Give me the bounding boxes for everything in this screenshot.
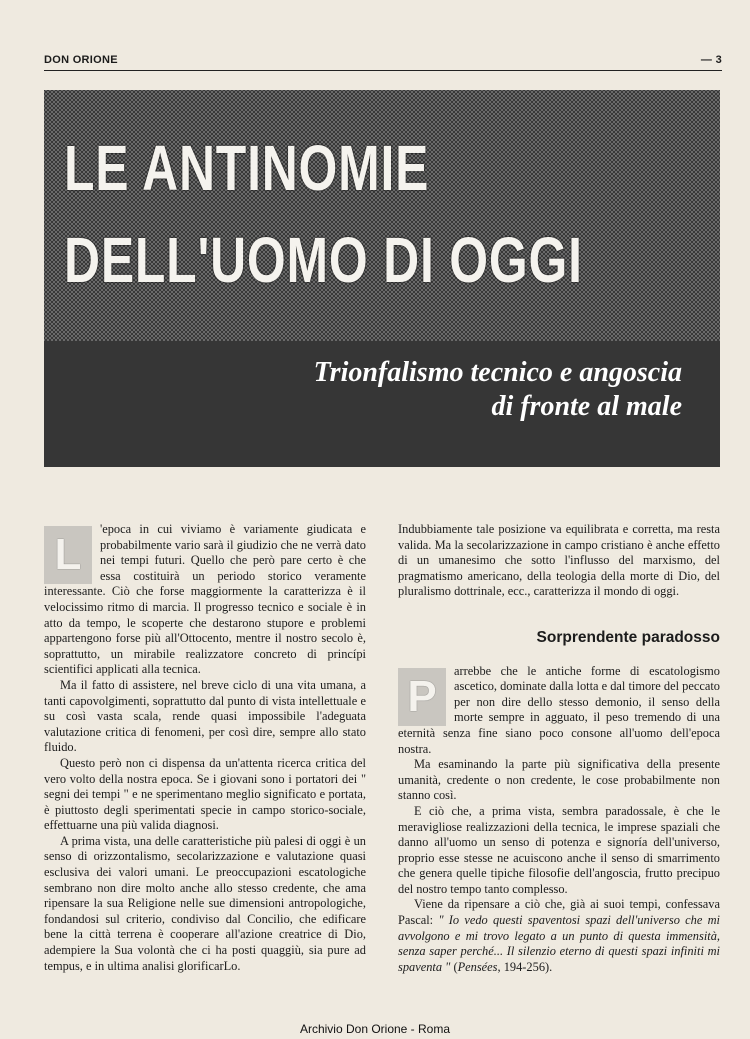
- citation-open: (: [450, 959, 458, 974]
- paragraph-7: Ma esaminando la parte più significativa della presente umanità, credente o non credente, le cose probabilmente non stanno così.: [398, 757, 720, 803]
- title-line-1: LE ANTINOMIE: [64, 132, 430, 204]
- header-rule: [44, 70, 722, 71]
- pascal-quote: " Io vedo questi spaventosi spazi dell'universo che mi avvolgono e mi trovo legato a un punto di questa immensità, senza saper perché... Il silenzio eterno di questi spazi infiniti mi spaventa ": [398, 913, 720, 974]
- section-heading: Sorprendente paradosso: [536, 628, 720, 646]
- archive-footer: Archivio Don Orione - Roma: [299, 1022, 451, 1036]
- paragraph-8: E ciò che, a prima vista, sembra paradossale, è che le meravigliose realizzazioni della tecnica, le imprese spaziali che danno all'uomo un senso di potenza e signoría dell'universo, proprio esse stesse ne acuiscono anche il senso di smarrimento che genera quelle tipiche filosofie dell'angoscia, frutto precipuo del nostro tempo tanto complesso.: [398, 803, 720, 896]
- halftone-panel: [44, 90, 720, 341]
- subtitle: [314, 356, 682, 424]
- dropcap-letter: P: [407, 671, 437, 721]
- subtitle-line-1: Trionfalismo tecnico e angoscia: [313, 357, 682, 388]
- magazine-name: DON ORIONE: [44, 54, 118, 66]
- right-column: [398, 522, 720, 975]
- paragraph-9: [398, 897, 720, 975]
- left-column: [44, 522, 366, 974]
- dropcap-p: [398, 668, 446, 726]
- paragraph-5: Indubbiamente tale posizione va equilibrata e corretta, ma resta valida. Ma la secolarizzazione in campo cristiano è anche effetto di un umanesimo che sotto l'influsso del marxismo, del pragmatismo americano, della teologia della morte di Dio, del pluralismo dottrinale, ecc., caratterizza il mondo di oggi.: [398, 522, 720, 599]
- pascal-intro: Viene da ripensare a ciò che, già ai suoi tempi, confessava Pascal:: [398, 897, 720, 928]
- citation-title: Pensées: [457, 959, 498, 974]
- title-line-2: DELL'UOMO DI OGGI: [64, 224, 583, 296]
- dropcap-l: [44, 526, 92, 584]
- page-number: — 3: [700, 54, 722, 66]
- subtitle-line-2: di fronte al male: [491, 391, 682, 422]
- paragraph-2: Ma il fatto di assistere, nel breve ciclo di una vita umana, a tanti capovolgimenti, soprattutto dal punto di vista intellettuale e su così vasta scala, rende quasi impossibile l'adeguata valutazione critica di fenomeni, per così dire, sempre allo stato fluido.: [44, 677, 366, 755]
- paragraph-6: arrebbe che le antiche forme di escatologismo ascetico, dominate dalla lotta e dal timore del peccato per non dire dello stesso demonio, il senso della morte sempre in agguato, il peso tremendo di una eternità senza fine siano poco consone all'uomo dell'epoca nostra.: [398, 663, 720, 756]
- paragraph-3: Questo però non ci dispensa da un'attenta ricerca critica del vero volto della nostra epoca. Se i giovani sono i portatori dei " segni dei tempi " e ne sperimentano meglio significato e portata, è piuttosto degli sperimentati specie in campo storico-sociale, effettuarne una più valida diagnosi.: [44, 755, 366, 833]
- paragraph-4: A prima vista, una delle caratteristiche più palesi di oggi è un senso di orizzontalismo, secolarizzazione e valutazione quasi esclusiva dei valori umani. Le preoccupazioni escatologiche sembrano non dire molto anche allo stesso credente, che ama ripensare la sua Religione nelle sue dimensioni antropologiche, fondandosi sul criterio, condiviso dal Concilio, che edificare bene la città terrena è cooperare all'azione creatrice di Dio, adempiere la Sua volontà che ci ha posti quaggiù, sia pure ad tempus, e in ultima analisi glorificarLo.: [44, 833, 366, 973]
- citation-rest: , 194-256).: [497, 959, 553, 974]
- dropcap-letter: L: [54, 530, 82, 579]
- title-banner: [44, 90, 720, 467]
- paragraph-1: 'epoca in cui viviamo è variamente giudicata e probabilmente vario sarà il giudizio che ne verrà dato nei tempi futuri. Quello che però pare certo è che essa costituirà un periodo storico veramente interessante. Ciò che forse maggiormente la caratterizza è il velocissimo ritmo di marcia. Il progresso tecnico e sociale è in atto da tempo, le scoperte che destarono stupore e problemi appartengono forse più all'Ottocento, mentre il nostro secolo è, soprattutto, un mirabile realizzatore concreto di princípi scientifici applicati alla tecnica.: [44, 522, 366, 677]
